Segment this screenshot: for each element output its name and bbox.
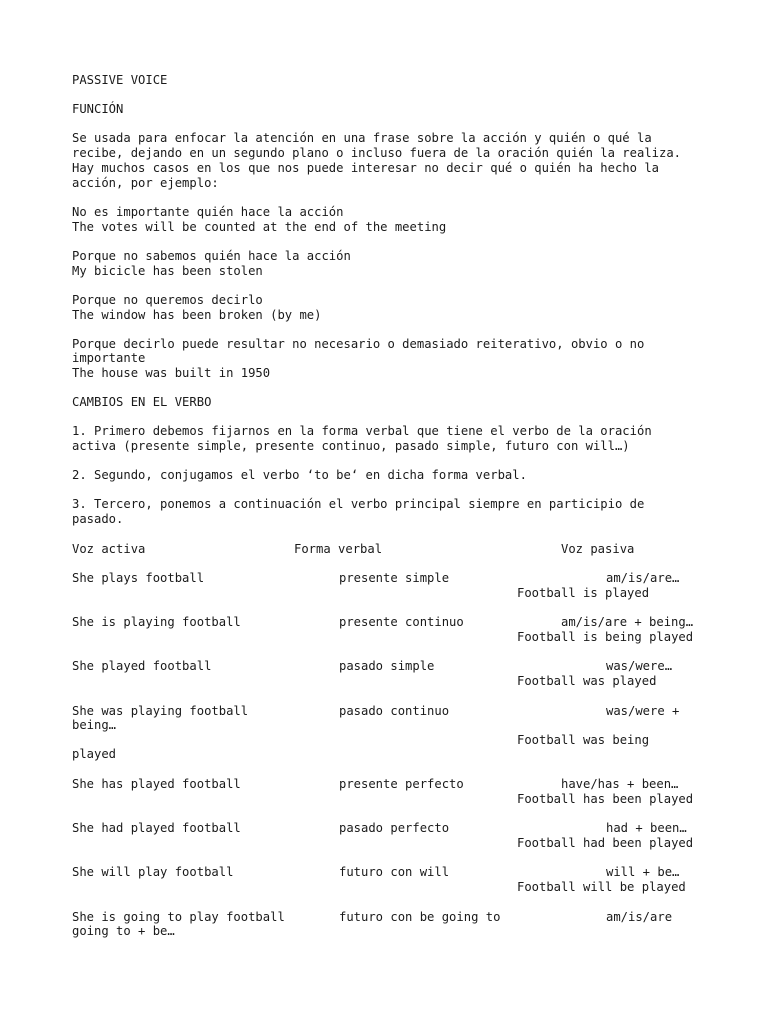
row-forma: pasado perfecto <box>339 821 450 835</box>
intro-line: Se usada para enfocar la atención en una frase sobre la acción y quién o qué la <box>72 131 652 145</box>
row-aux: am/is/are… <box>606 571 680 585</box>
step-line: 1. Primero debemos fijarnos en la forma verbal que tiene el verbo de la oración <box>72 424 652 438</box>
row-aux: am/is/are + being… <box>561 615 694 629</box>
row-activa: She plays football <box>72 571 205 585</box>
reason-line: importante <box>72 351 146 365</box>
table-header-forma: Forma verbal <box>294 542 383 556</box>
row-activa: She is going to play football <box>72 910 285 924</box>
row-forma: presente simple <box>339 571 450 585</box>
row-aux: had + been… <box>606 821 687 835</box>
section-heading-cambios: CAMBIOS EN EL VERBO <box>72 395 212 409</box>
step-line: activa (presente simple, presente continuo, pasado simple, futuro con will…) <box>72 439 630 453</box>
row-pasiva: Football was played <box>517 674 657 688</box>
row-activa: She was playing football <box>72 704 249 718</box>
step-line: pasado. <box>72 512 124 526</box>
row-aux: will + be… <box>606 865 680 879</box>
doc-title: PASSIVE VOICE <box>72 73 168 87</box>
reason-example: My bicicle has been stolen <box>72 264 263 278</box>
row-activa: She is playing football <box>72 615 241 629</box>
row-forma: presente perfecto <box>339 777 464 791</box>
row-forma: pasado continuo <box>339 704 450 718</box>
table-header-pasiva: Voz pasiva <box>561 542 635 556</box>
row-pasiva: Football was being <box>517 733 650 747</box>
reason-line: Porque no sabemos quién hace la acción <box>72 249 351 263</box>
reason-line: Porque no queremos decirlo <box>72 293 263 307</box>
reason-line: Porque decirlo puede resultar no necesario o demasiado reiterativo, obvio o no <box>72 337 645 351</box>
intro-line: Hay muchos casos en los que nos puede interesar no decir qué o quién ha hecho la <box>72 161 659 175</box>
row-forma: futuro con be going to <box>339 910 501 924</box>
step-line: 2. Segundo, conjugamos el verbo ‘to be‘ en dicha forma verbal. <box>72 468 527 482</box>
row-aux: was/were… <box>606 659 673 673</box>
intro-line: acción, por ejemplo: <box>72 176 219 190</box>
table-header-activa: Voz activa <box>72 542 146 556</box>
row-activa: She played football <box>72 659 212 673</box>
row-aux: have/has + been… <box>561 777 679 791</box>
row-activa-wrap: going to + be… <box>72 924 175 938</box>
row-aux: was/were + <box>606 704 680 718</box>
reason-example: The window has been broken (by me) <box>72 308 322 322</box>
reason-example: The votes will be counted at the end of the meeting <box>72 220 447 234</box>
row-activa: She has played football <box>72 777 241 791</box>
row-forma: futuro con will <box>339 865 450 879</box>
row-pasiva: Football is being played <box>517 630 694 644</box>
step-line: 3. Tercero, ponemos a continuación el verbo principal siempre en participio de <box>72 497 645 511</box>
row-pasiva: Football will be played <box>517 880 686 894</box>
row-activa: She had played football <box>72 821 241 835</box>
row-pasiva: Football has been played <box>517 792 694 806</box>
row-forma: pasado simple <box>339 659 435 673</box>
row-pasiva: Football is played <box>517 586 650 600</box>
row-forma: presente continuo <box>339 615 464 629</box>
reason-example: The house was built in 1950 <box>72 366 271 380</box>
row-aux: am/is/are <box>606 910 673 924</box>
section-heading-funcion: FUNCIÓN <box>72 102 124 116</box>
row-activa: She will play football <box>72 865 234 879</box>
row-pasiva: Football had been played <box>517 836 694 850</box>
intro-line: recibe, dejando en un segundo plano o incluso fuera de la oración quién la realiza. <box>72 146 682 160</box>
row-activa-wrap: being… <box>72 718 117 732</box>
reason-line: No es importante quién hace la acción <box>72 205 344 219</box>
row-pasiva-wrap: played <box>72 747 117 761</box>
